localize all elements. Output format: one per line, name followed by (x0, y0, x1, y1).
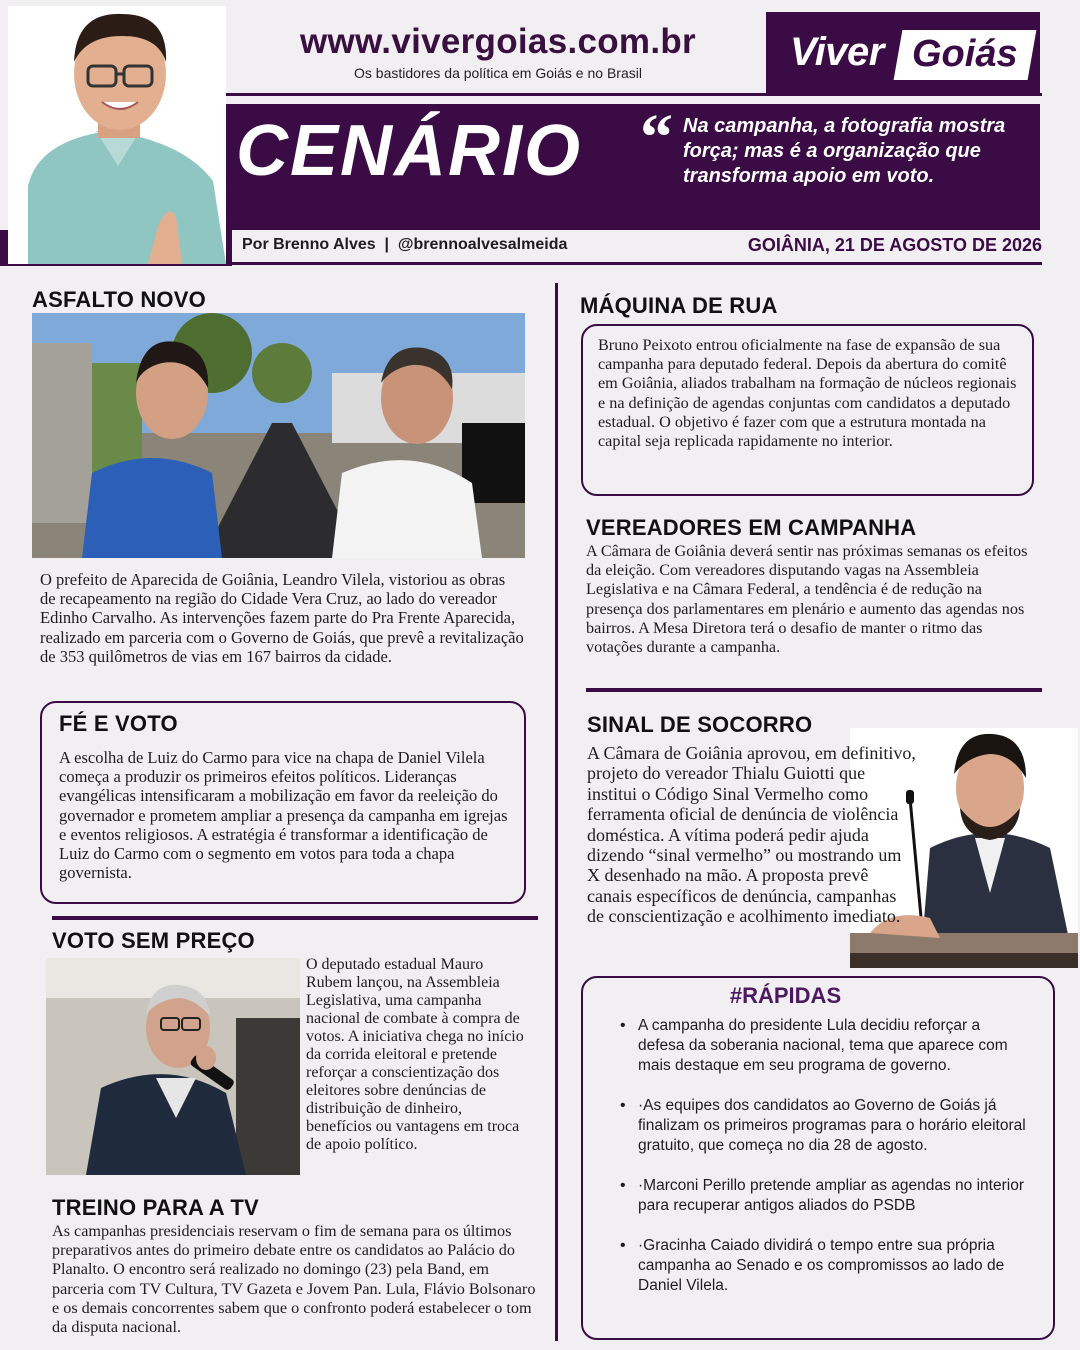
asfalto-body: O prefeito de Aparecida de Goiânia, Leandro Vilela, vistoriou as obras de recapeamento na região do Cidade Vera Cruz, ao lado do vereador Edinho Carvalho. As intervenções fazem parte do Pra Frente Aparecida, realizado em parceria com o Governo de Goiás, que prevê a revitalização de 353 quilômetros de vias em 167 bairros da cidade. (40, 570, 524, 666)
voto-rule (52, 916, 538, 920)
logo-viver: Viver (790, 30, 884, 74)
quote-mark-icon: “ (640, 101, 673, 174)
rapidas-list (618, 1016, 1030, 1316)
sinal-socorro-title: SINAL DE SOCORRO (587, 712, 813, 737)
voto-photo (46, 958, 300, 1175)
sinal-socorro-body: A Câmara de Goiânia aprovou, em definitivo, projeto do vereador Thialu Guiotti que institui o Código Sinal Vermelho como ferramenta oficial de denúncia de violência doméstica. A vítima poderá pedir ajuda dizendo “sinal vermelho” ou mostrando um X desenhado na mão. A proposta prevê canais específicos de denúncia, campanhas de conscientização e acolhimento imediato. (587, 743, 916, 927)
vereadores-title: VEREADORES EM CAMPANHA (586, 515, 917, 540)
rapidas-item: • ·Marconi Perillo pretende ampliar as agendas no interior para recuperar antigos aliados do PSDB (618, 1176, 1030, 1216)
treino-tv-title: TREINO PARA A TV (52, 1195, 259, 1220)
treino-tv-body: As campanhas presidenciais reservam o fim de semana para os últimos preparativos antes do primeiro debate entre os candidatos ao Palácio do Planalto. O encontro será realizado no domingo (23) pela Band, em parceria com TV Cultura, TV Gazeta e Jovem Pan. Lula, Flávio Bolsonaro e os demais concorrentes sabem que o confronto poderá estabelecer o tom da disputa nacional. (52, 1222, 536, 1337)
asfalto-photo (32, 313, 525, 558)
author-portrait (8, 6, 226, 264)
voto-sem-preco-title: VOTO SEM PREÇO (52, 928, 255, 953)
vereadores-body: A Câmara de Goiânia deverá sentir nas próximas semanas os efeitos da eleição. Com vereadores disputando vagas na Assembleia Legislativa e na Câmara Federal, a tendência é de redução na presença dos parlamentares em plenário e aumento das agendas nos bairros. A Mesa Diretora terá o desafio de manter o ritmo das votações durante a campanha. (586, 542, 1028, 657)
banner-quote: Na campanha, a fotografia mostra força; mas é a organização que transforma apoio em voto. (683, 115, 1006, 187)
rapidas-item: • ·As equipes dos candidatos ao Governo de Goiás já finalizam os primeiros programas para o horário eleitoral gratuito, que começa no dia 28 de agosto. (618, 1096, 1030, 1156)
fe-voto-body: A escolha de Luiz do Carmo para vice na chapa de Daniel Vilela começa a produzir os primeiros efeitos políticos. Lideranças evangélicas intensificaram a mobilização em favor da reeleição do governador e prometem ampliar a presença da campanha em igrejas e eventos religiosos. A estratégia é transformar a identificação de Luiz do Carmo com o segmento em votos para toda a chapa governista. (59, 748, 508, 883)
rapidas-item: • A campanha do presidente Lula decidiu reforçar a defesa da soberania nacional, tema que aparece com mais destaque em seu programa de governo. (618, 1016, 1030, 1076)
fe-voto-title: FÉ E VOTO (59, 711, 178, 736)
dateline: GOIÂNIA, 21 DE AGOSTO DE 2026 (747, 235, 1042, 255)
maquina-rua-body: Bruno Peixoto entrou oficialmente na fase de expansão de sua campanha para deputado federal. Depois da abertura do comitê em Goiânia, aliados trabalham na formação de núcleos regionais e na definição de agendas conjuntas com candidatos a deputado estadual. O objetivo é fazer com que a estrutura montada na capital seja replicada rapidamente no interior. (598, 336, 1017, 451)
maquina-rua-title: MÁQUINA DE RUA (580, 293, 778, 318)
byline-rule (230, 262, 1042, 265)
byline: Por Brenno Alves | @brennoalvesalmeida (242, 236, 568, 253)
site-url[interactable]: www.vivergoias.com.br (300, 22, 696, 61)
rapidas-title: #RÁPIDAS (729, 983, 842, 1008)
rapidas-item: • ·Gracinha Caiado dividirá o tempo entre sua própria campanha ao Senado e os compromissos ao lado de Daniel Vilela. (618, 1236, 1030, 1296)
asfalto-title: ASFALTO NOVO (32, 287, 206, 312)
sinal-rule (586, 688, 1042, 692)
site-tagline: Os bastidores da política em Goiás e no Brasil (354, 65, 642, 81)
column-title: CENÁRIO (236, 111, 583, 191)
voto-sem-preco-body: O deputado estadual Mauro Rubem lançou, na Assembleia Legislativa, uma campanha nacional de combate à compra de votos. A iniciativa chega no início da corrida eleitoral e pretende reforçar a conscientização dos eleitores sobre denúncias de distribuição de dinheiro, benefícios ou vantagens em troca de apoio político. (306, 956, 524, 1153)
logo-goias: Goiás (912, 33, 1018, 75)
column-divider (555, 283, 558, 1341)
